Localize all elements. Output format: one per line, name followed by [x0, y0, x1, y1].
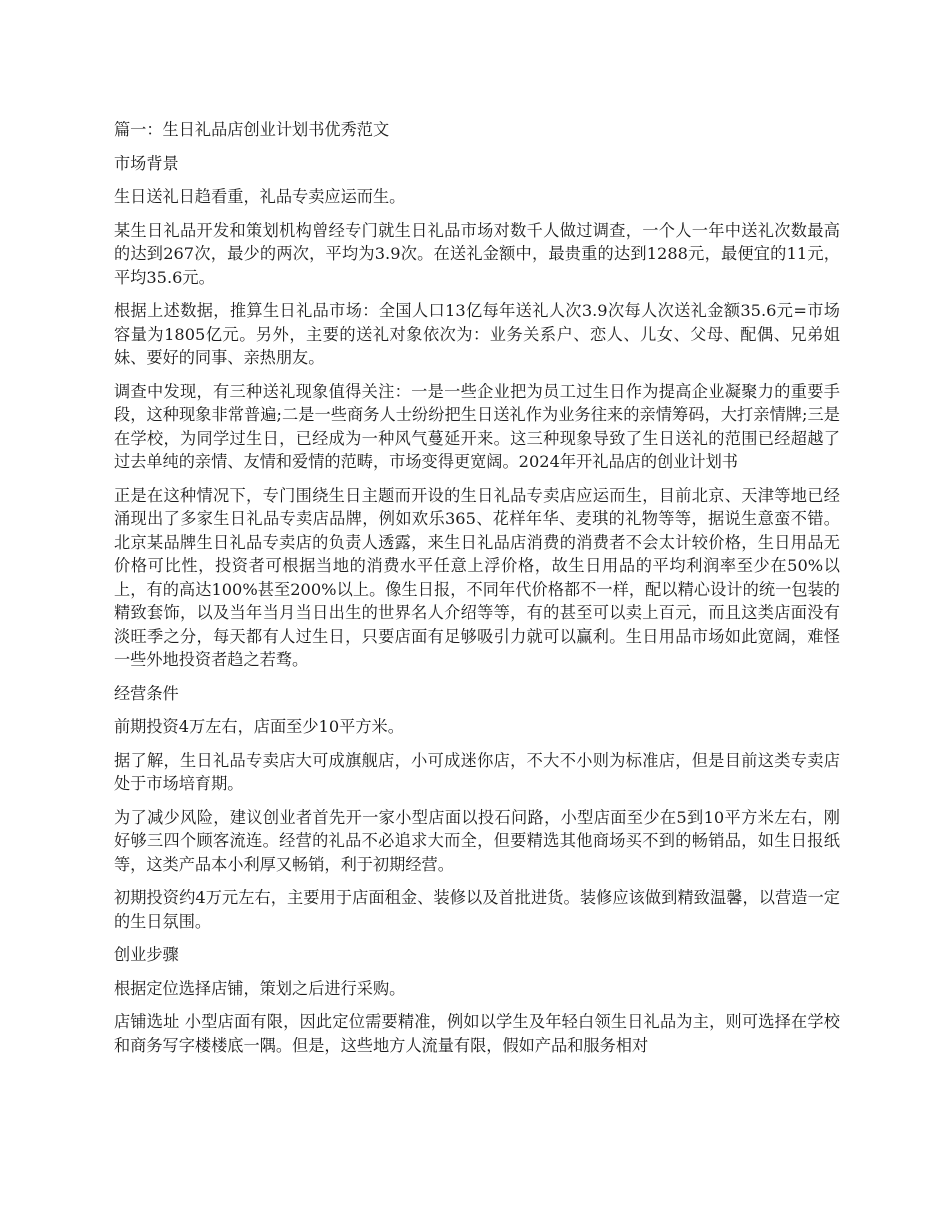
paragraph-5: 正是在这种情况下，专门围绕生日主题而开设的生日礼品专卖店应运而生，目前北京、天津等地已经涌现出了多家生日礼品专卖店品牌，例如欢乐365、花样年华、麦琪的礼物等等，据说生意蛮不错。北京某品牌生日礼品专卖店的负责人透露，来生日礼品店消费的消费者不会太计较价格，生日用品无价格可比性，投资者可根据当地的消费水平任意上浮价格，故生日用品的平均利润率至少在50%以上，有的高达100%甚至200%以上。像生日报，不同年代价格都不一样，配以精心设计的统一包装的精致套饰，以及当年当月当日出生的世界名人介绍等等，有的甚至可以卖上百元，而且这类店面没有淡旺季之分，每天都有人过生日，只要店面有足够吸引力就可以赢利。生日用品市场如此宽阔，难怪一些外地投资者趋之若骛。 — [114, 485, 840, 669]
paragraph-2: 某生日礼品开发和策划机构曾经专门就生日礼品市场对数千人做过调查，一个人一年中送礼次数最高的达到267次，最少的两次，平均为3.9次。在送礼金额中，最贵重的达到1288元，最便宜的11元，平均35.6元。 — [114, 220, 840, 287]
section-heading-steps: 创业步骤 — [114, 945, 179, 964]
paragraph-7: 据了解，生日礼品专卖店大可成旗舰店，小可成迷你店，不大不小则为标准店，但是目前这类专卖店处于市场培育期。 — [114, 750, 840, 793]
section-heading-market: 市场背景 — [114, 153, 179, 173]
paragraph-8: 为了减少风险，建议创业者首先开一家小型店面以投石问路，小型店面至少在5到10平方米左右，刚好够三四个顾客流连。经营的礼品不必追求大而全，但要精选其他商场买不到的畅销品，如生日报纸等，这类产品本小利厚又畅销，利于初期经营。 — [114, 807, 840, 874]
paragraph-3: 根据上述数据，推算生日礼品市场：全国人口13亿每年送礼人次3.9次每人次送礼金额35.6元=市场容量为1805亿元。另外，主要的送礼对象依次为：业务关系户、恋人、儿女、父母、配偶、兄弟姐妹、要好的同事、亲热朋友。 — [114, 301, 840, 367]
section-heading-conditions: 经营条件 — [114, 683, 179, 703]
document-title: 篇一：生日礼品店创业计划书优秀范文 — [114, 120, 390, 139]
paragraph-6: 前期投资4万左右，店面至少10平方米。 — [114, 717, 404, 736]
paragraph-11: 店铺选址 小型店面有限，因此定位需要精准，例如以学生及年轻白领生日礼品为主，则可选择在学校和商务写字楼楼底一隅。但是，这些地方人流量有限，假如产品和服务相对 — [114, 1012, 840, 1055]
paragraph-4: 调查中发现，有三种送礼现象值得关注：一是一些企业把为员工过生日作为提高企业凝聚力的重要手段，这种现象非常普遍;二是一些商务人士纷纷把生日送礼作为业务往来的亲情筹码，大打亲情牌;三是在学校，为同学过生日，已经成为一种风气蔓延开来。这三种现象导致了生日送礼的范围已经超越了过去单纯的亲情、友情和爱情的范畴，市场变得更宽阔。2024年开礼品店的创业计划书 — [114, 381, 840, 471]
document-body — [114, 118, 840, 1067]
paragraph-10: 根据定位选择店铺，策划之后进行采购。 — [114, 978, 406, 998]
paragraph-1: 生日送礼日趋看重，礼品专卖应运而生。 — [114, 187, 406, 206]
paragraph-9: 初期投资约4万元左右，主要用于店面租金、装修以及首批进货。装修应该做到精致温馨，以营造一定的生日氛围。 — [114, 888, 840, 931]
